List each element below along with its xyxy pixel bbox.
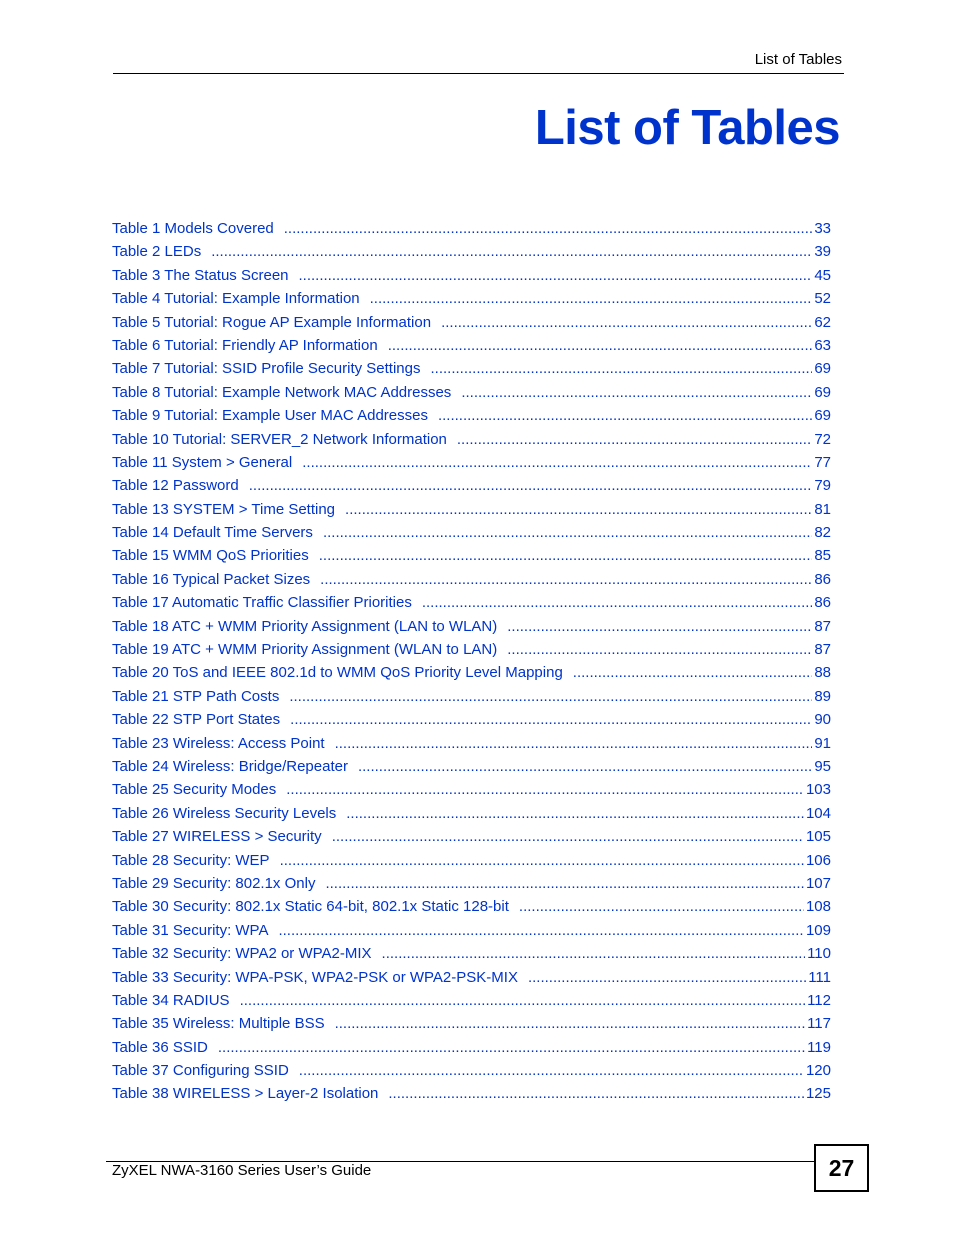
toc-entry-label: Table 15 WMM QoS Priorities xyxy=(112,547,309,565)
toc-entry-page-number: 62 xyxy=(814,313,831,331)
toc-entry[interactable] xyxy=(112,966,831,989)
toc-entry-label: Table 12 Password xyxy=(112,477,239,495)
toc-entry[interactable] xyxy=(112,825,831,848)
toc-entry-page-number: 69 xyxy=(814,407,831,425)
toc-dot-leader xyxy=(218,1036,805,1059)
toc-dot-leader xyxy=(430,357,812,380)
toc-dot-leader xyxy=(461,381,812,404)
toc-entry[interactable] xyxy=(112,849,831,872)
toc-entry-label: Table 21 STP Path Costs xyxy=(112,687,280,705)
toc-entry[interactable] xyxy=(112,404,831,427)
toc-entry[interactable] xyxy=(112,1012,831,1035)
toc-dot-leader xyxy=(346,802,804,825)
toc-entry-label: Table 36 SSID xyxy=(112,1038,208,1056)
table-of-contents-list xyxy=(112,217,831,1106)
toc-entry[interactable] xyxy=(112,661,831,684)
toc-entry-page-number: 103 xyxy=(805,781,831,799)
toc-dot-leader xyxy=(370,287,813,310)
toc-entry-page-number: 77 xyxy=(814,453,831,471)
toc-dot-leader xyxy=(507,615,812,638)
toc-entry-page-number: 90 xyxy=(814,711,831,729)
toc-entry[interactable] xyxy=(112,498,831,521)
toc-entry-page-number: 112 xyxy=(807,991,831,1009)
toc-entry-page-number: 108 xyxy=(805,898,831,916)
toc-entry-page-number: 45 xyxy=(814,266,831,284)
toc-entry-page-number: 69 xyxy=(814,360,831,378)
toc-entry-page-number: 120 xyxy=(805,1062,831,1080)
toc-dot-leader xyxy=(335,732,813,755)
toc-dot-leader xyxy=(211,240,812,263)
toc-dot-leader xyxy=(286,778,804,801)
toc-entry[interactable] xyxy=(112,755,831,778)
toc-entry-page-number: 110 xyxy=(807,945,831,963)
toc-entry-label: Table 27 WIRELESS > Security xyxy=(112,828,322,846)
toc-entry[interactable] xyxy=(112,357,831,380)
toc-entry-label: Table 13 SYSTEM > Time Setting xyxy=(112,500,336,518)
toc-entry-label: Table 9 Tutorial: Example User MAC Addresses xyxy=(112,407,428,425)
toc-dot-leader xyxy=(519,895,804,918)
toc-dot-leader xyxy=(507,638,812,661)
header-divider xyxy=(113,73,844,74)
page-title: List of Tables xyxy=(534,101,840,155)
toc-entry-page-number: 91 xyxy=(814,734,831,752)
toc-entry-label: Table 16 Typical Packet Sizes xyxy=(112,570,311,588)
toc-dot-leader xyxy=(332,825,804,848)
toc-entry-label: Table 1 Models Covered xyxy=(112,220,274,237)
toc-entry-label: Table 25 Security Modes xyxy=(112,781,277,799)
toc-entry[interactable] xyxy=(112,240,831,263)
toc-dot-leader xyxy=(290,708,812,731)
toc-entry-page-number: 109 xyxy=(805,921,831,939)
toc-entry-page-number: 105 xyxy=(805,828,831,846)
toc-entry-label: Table 31 Security: WPA xyxy=(112,921,269,939)
toc-entry-label: Table 23 Wireless: Access Point xyxy=(112,734,325,752)
toc-entry-label: Table 30 Security: 802.1x Static 64-bit, 802.1x Static 128-bit xyxy=(112,898,509,916)
toc-entry-label: Table 19 ATC + WMM Priority Assignment (WLAN to LAN) xyxy=(112,641,498,659)
toc-entry[interactable] xyxy=(112,942,831,965)
toc-entry-label: Table 32 Security: WPA2 or WPA2-MIX xyxy=(112,945,372,963)
toc-dot-leader xyxy=(388,1082,804,1105)
toc-entry[interactable] xyxy=(112,872,831,895)
toc-entry-page-number: 82 xyxy=(814,524,831,542)
toc-entry[interactable] xyxy=(112,428,831,451)
toc-dot-leader xyxy=(388,334,813,357)
toc-entry[interactable] xyxy=(112,685,831,708)
toc-entry-label: Table 24 Wireless: Bridge/Repeater xyxy=(112,757,348,775)
toc-entry-label: Table 14 Default Time Servers xyxy=(112,524,313,542)
toc-dot-leader xyxy=(441,311,812,334)
toc-entry-page-number: 95 xyxy=(814,757,831,775)
toc-entry[interactable] xyxy=(112,311,831,334)
toc-entry[interactable] xyxy=(112,287,831,310)
toc-entry[interactable] xyxy=(112,264,831,287)
toc-entry-label: Table 34 RADIUS xyxy=(112,991,230,1009)
toc-entry-label: Table 37 Configuring SSID xyxy=(112,1062,289,1080)
toc-entry-page-number: 81 xyxy=(814,500,831,518)
toc-entry[interactable] xyxy=(112,1059,831,1082)
toc-entry[interactable] xyxy=(112,1082,831,1105)
toc-entry-label: Table 20 ToS and IEEE 802.1d to WMM QoS Priority Level Mapping xyxy=(112,664,563,682)
toc-entry[interactable] xyxy=(112,732,831,755)
toc-entry-label: Table 10 Tutorial: SERVER_2 Network Information xyxy=(112,430,447,448)
toc-entry-page-number: 119 xyxy=(807,1038,831,1056)
toc-entry[interactable] xyxy=(112,521,831,544)
toc-dot-leader xyxy=(299,264,813,287)
toc-entry[interactable] xyxy=(112,474,831,497)
toc-entry-page-number: 87 xyxy=(814,641,831,659)
toc-entry-page-number: 125 xyxy=(805,1085,831,1103)
toc-entry-label: Table 18 ATC + WMM Priority Assignment (LAN to WLAN) xyxy=(112,617,498,635)
toc-entry-label: Table 17 Automatic Traffic Classifier Priorities xyxy=(112,594,412,612)
toc-entry[interactable] xyxy=(112,778,831,801)
toc-dot-leader xyxy=(382,942,806,965)
toc-entry[interactable] xyxy=(112,591,831,614)
toc-entry-page-number: 63 xyxy=(814,336,831,354)
toc-entry[interactable] xyxy=(112,1036,831,1059)
toc-entry-label: Table 2 LEDs xyxy=(112,243,202,261)
toc-entry[interactable] xyxy=(112,568,831,591)
toc-entry-label: Table 26 Wireless Security Levels xyxy=(112,804,337,822)
toc-entry[interactable] xyxy=(112,544,831,567)
footer-guide-title: ZyXEL NWA-3160 Series User’s Guide xyxy=(112,1162,372,1179)
running-header: List of Tables xyxy=(754,51,842,68)
toc-entry-page-number: 87 xyxy=(814,617,831,635)
toc-entry-label: Table 6 Tutorial: Friendly AP Information xyxy=(112,336,378,354)
toc-entry-page-number: 69 xyxy=(814,383,831,401)
toc-dot-leader xyxy=(438,404,812,427)
toc-entry[interactable] xyxy=(112,989,831,1012)
toc-entry-label: Table 11 System > General xyxy=(112,453,293,471)
toc-dot-leader xyxy=(323,521,812,544)
toc-entry-page-number: 72 xyxy=(814,430,831,448)
toc-entry[interactable] xyxy=(112,919,831,942)
toc-entry-page-number: 107 xyxy=(805,874,831,892)
toc-entry-label: Table 35 Wireless: Multiple BSS xyxy=(112,1015,325,1033)
toc-dot-leader xyxy=(299,1059,804,1082)
toc-entry-page-number: 85 xyxy=(814,547,831,565)
toc-entry-label: Table 5 Tutorial: Rogue AP Example Information xyxy=(112,313,432,331)
toc-dot-leader xyxy=(457,428,812,451)
toc-dot-leader xyxy=(319,544,813,567)
toc-dot-leader xyxy=(345,498,812,521)
toc-entry[interactable] xyxy=(112,334,831,357)
toc-entry[interactable] xyxy=(112,217,831,240)
toc-entry-label: Table 3 The Status Screen xyxy=(112,266,289,284)
toc-entry-label: Table 22 STP Port States xyxy=(112,711,281,729)
toc-entry-page-number: 52 xyxy=(814,290,831,308)
toc-entry-page-number: 39 xyxy=(814,243,831,261)
toc-entry[interactable] xyxy=(112,615,831,638)
toc-dot-leader xyxy=(280,849,804,872)
toc-dot-leader xyxy=(358,755,812,778)
toc-entry[interactable] xyxy=(112,381,831,404)
toc-dot-leader xyxy=(335,1012,805,1035)
toc-entry-label: Table 38 WIRELESS > Layer-2 Isolation xyxy=(112,1085,379,1103)
toc-entry-page-number: 88 xyxy=(814,664,831,682)
toc-dot-leader xyxy=(573,661,813,684)
toc-entry-label: Table 28 Security: WEP xyxy=(112,851,270,869)
toc-dot-leader xyxy=(240,989,806,1012)
toc-entry-label: Table 29 Security: 802.1x Only xyxy=(112,874,316,892)
toc-entry-page-number: 111 xyxy=(808,968,831,986)
toc-entry-page-number: 33 xyxy=(814,220,831,237)
page-number-box: 27 xyxy=(814,1144,869,1192)
toc-entry-page-number: 106 xyxy=(805,851,831,869)
toc-entry[interactable] xyxy=(112,895,831,918)
toc-dot-leader xyxy=(320,568,812,591)
toc-dot-leader xyxy=(289,685,812,708)
toc-entry-page-number: 117 xyxy=(807,1015,831,1033)
toc-entry[interactable] xyxy=(112,638,831,661)
toc-dot-leader xyxy=(249,474,813,497)
toc-dot-leader xyxy=(284,217,813,240)
toc-dot-leader xyxy=(278,919,804,942)
toc-dot-leader xyxy=(325,872,804,895)
toc-dot-leader xyxy=(302,451,812,474)
toc-entry-page-number: 104 xyxy=(805,804,831,822)
toc-entry-page-number: 86 xyxy=(814,570,831,588)
toc-entry[interactable] xyxy=(112,451,831,474)
toc-entry-label: Table 7 Tutorial: SSID Profile Security Settings xyxy=(112,360,421,378)
toc-entry-label: Table 4 Tutorial: Example Information xyxy=(112,290,360,308)
toc-dot-leader xyxy=(528,966,806,989)
toc-entry-page-number: 79 xyxy=(814,477,831,495)
toc-entry[interactable] xyxy=(112,802,831,825)
toc-entry[interactable] xyxy=(112,708,831,731)
toc-entry-label: Table 8 Tutorial: Example Network MAC Addresses xyxy=(112,383,452,401)
toc-entry-label: Table 33 Security: WPA-PSK, WPA2-PSK or WPA2-PSK-MIX xyxy=(112,968,518,986)
toc-entry-page-number: 86 xyxy=(814,594,831,612)
toc-entry-page-number: 89 xyxy=(814,687,831,705)
toc-dot-leader xyxy=(422,591,812,614)
